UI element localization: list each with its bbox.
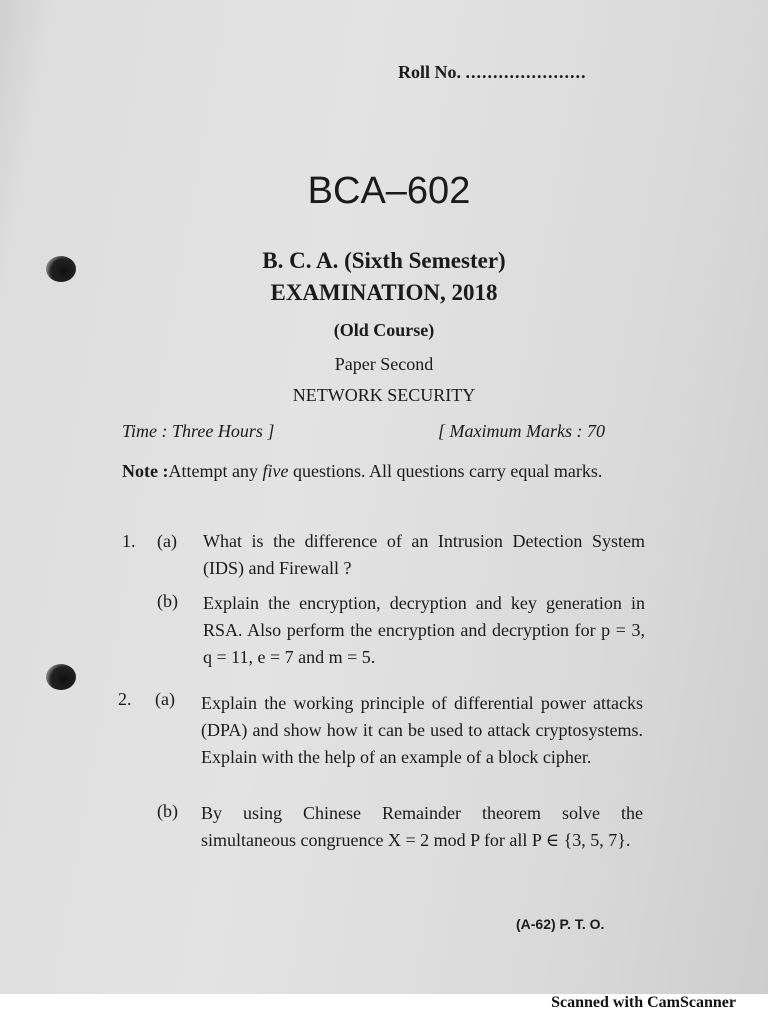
question-number: 2. [118,689,132,709]
punch-hole-bottom [46,664,76,690]
note-emphasis: five [262,461,289,481]
question-part-text: What is the difference of an Intrusion Detection System (IDS) and Firewall ? [203,531,645,578]
old-course-label: (Old Course) [333,320,435,340]
subject-title: NETWORK SECURITY [292,385,476,405]
note-text-start: Attempt any [168,461,263,481]
roll-number-field [398,62,587,83]
instructions-note [122,458,647,484]
question-part-label: (a) [155,689,175,709]
exam-title: EXAMINATION, 2018 [270,280,498,305]
page-footer-pto: (A-62) P. T. O. [516,916,605,932]
scanner-watermark-text: Scanned with CamScanner [551,994,736,1011]
time-allowed: Time : Three Hours ] [122,421,275,441]
question-part-text: Explain the encryption, decryption and key generation in RSA. Also perform the encryption and decryption for p = 3, q = 11, e = 7 and m = 5. [203,593,645,667]
question-part-label: (b) [157,591,178,611]
paper-label: Paper Second [334,354,434,374]
maximum-marks: [ Maximum Marks : 70 [438,421,605,441]
question-part-text: By using Chinese Remainder theorem solve the simultaneous congruence X = 2 mod P for all P ∈ {3, 5, 7}. [201,803,643,850]
scanner-watermark-bar [0,994,768,1024]
question-part-label: (a) [157,531,177,551]
question-part-label: (b) [157,801,178,821]
note-text-end: questions. All questions carry equal marks. [288,461,603,481]
course-title: B. C. A. (Sixth Semester) [262,248,506,273]
note-label: Note : [122,461,169,481]
roll-number-label: Roll No. [398,62,461,82]
question-part-text: Explain the working principle of differential power attacks (DPA) and show how it can be used to attack cryptosystems. Explain with the help of an example of a block cipher. [201,693,643,767]
question-number: 1. [122,531,136,551]
paper-code: BCA–602 [307,170,471,212]
roll-number-blank: ...................... [465,62,587,82]
